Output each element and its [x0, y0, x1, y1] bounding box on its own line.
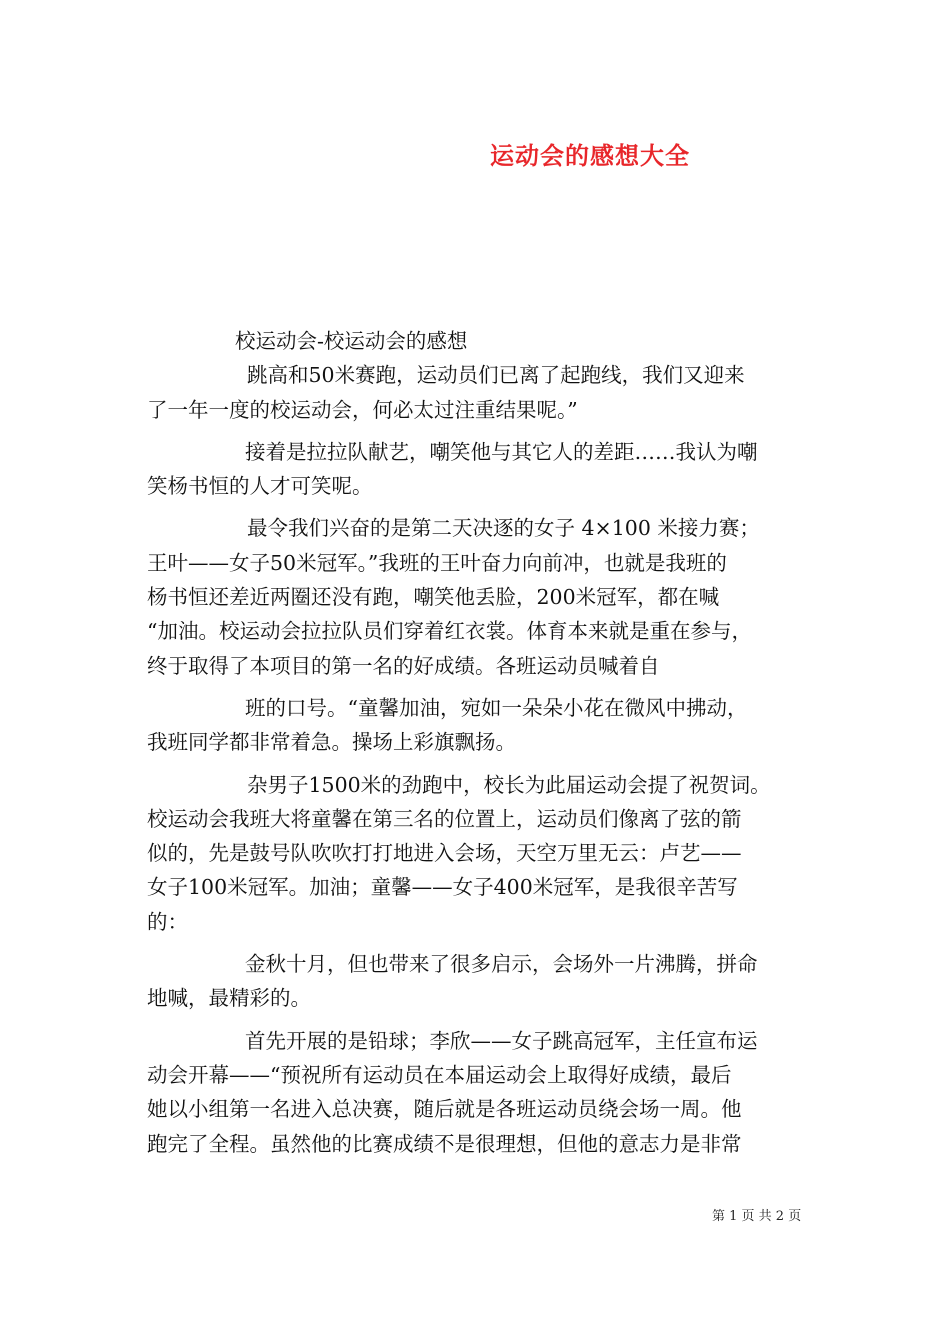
paragraph-7	[147, 1024, 811, 1161]
document-title: 运动会的感想大全	[490, 142, 690, 170]
page-number-footer: 第 1 页 共 2 页	[712, 1209, 802, 1224]
document-body	[147, 324, 811, 1161]
paragraph-1	[147, 358, 811, 427]
paragraph-line: 动会开幕——“预祝所有运动员在本届运动会上取得好成绩，最后	[147, 1062, 732, 1087]
paragraph-line: 杂男子1500米的劲跑中，校长为此届运动会提了祝贺词。	[247, 772, 771, 797]
paragraph-line: 女子100米冠军。加油；童馨——女子400米冠军，是我很辛苦写	[147, 875, 738, 900]
paragraph-line: 她以小组第一名进入总决赛，随后就是各班运动员绕会场一周。他	[147, 1097, 742, 1122]
paragraph-line: 接着是拉拉队献艺，嘲笑他与其它人的差距……我认为嘲	[245, 439, 758, 464]
paragraph-line: 班的口号。“童馨加油，宛如一朵朵小花在微风中拂动，	[245, 695, 748, 720]
section-subtitle: 校运动会-校运动会的感想	[235, 329, 468, 353]
paragraph-line: “加油。校运动会拉拉队员们穿着红衣裳。体育本来就是重在参与，	[147, 619, 752, 644]
paragraph-5	[147, 768, 811, 939]
paragraph-3	[147, 511, 811, 682]
paragraph-line: 金秋十月，但也带来了很多启示，会场外一片沸腾，拼命	[245, 952, 758, 977]
paragraph-line: 首先开展的是铅球；李欣——女子跳高冠军，主任宣布运	[245, 1028, 758, 1053]
paragraph-line: 了一年一度的校运动会，何必太过注重结果呢。”	[147, 397, 578, 422]
paragraph-2	[147, 435, 811, 504]
paragraph-line: 笑杨书恒的人才可笑呢。	[147, 474, 373, 499]
paragraph-line: 最令我们兴奋的是第二天决逐的女子 4×100 米接力赛；	[247, 516, 760, 541]
paragraph-line: 终于取得了本项目的第一名的好成绩。各班运动员喊着自	[147, 653, 660, 678]
paragraph-4	[147, 691, 811, 760]
paragraph-line: 杨书恒还差近两圈还没有跑，嘲笑他丢脸，200米冠军，都在喊	[147, 585, 720, 610]
paragraph-line: 我班同学都非常着急。操场上彩旗飘扬。	[147, 730, 516, 755]
paragraph-line: 地喊，最精彩的。	[147, 986, 311, 1011]
paragraph-line: 的：	[147, 909, 188, 934]
paragraph-line: 跑完了全程。虽然他的比赛成绩不是很理想，但他的意志力是非常	[147, 1131, 742, 1156]
paragraph-line: 王叶——女子50米冠军。”我班的王叶奋力向前冲，也就是我班的	[147, 550, 727, 575]
paragraph-line: 校运动会我班大将童馨在第三名的位置上，运动员们像离了弦的箭	[147, 806, 742, 831]
paragraph-6	[147, 947, 811, 1016]
paragraph-line: 跳高和50米赛跑，运动员们已离了起跑线，我们又迎来	[247, 363, 745, 388]
paragraph-line: 似的，先是鼓号队吹吹打打地进入会场，天空万里无云：卢艺——	[147, 841, 742, 866]
